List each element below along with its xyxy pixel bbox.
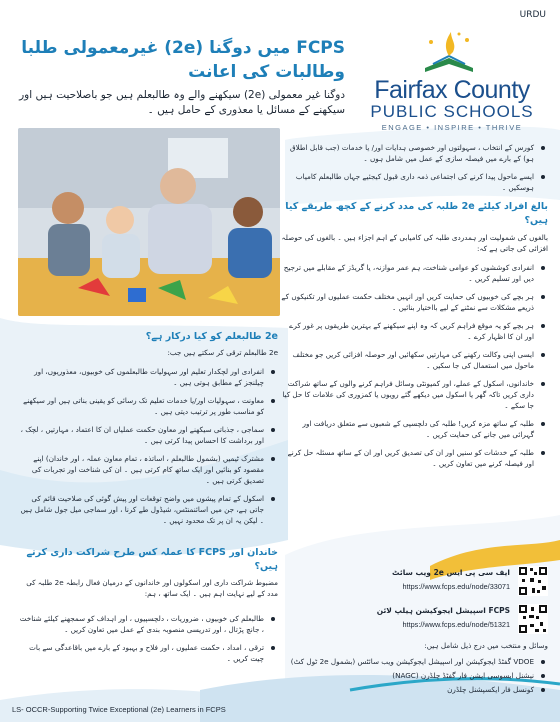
logo-subtitle: PUBLIC SCHOOLS — [370, 102, 534, 121]
list-item: خاندانوں، اسکول کے عملے، اور کمیونٹی وسائل فراہم کرنے والوں کے ساتھ شراکت داری کریں تاکہ گھر یا اسکول میں دیکھے گئے رویوں یا کمزوری کی علامات کا حل کیا جا سکے ۔ — [280, 378, 548, 411]
list-item: ہر بچے کی خوبیوں کی حمایت کریں اور انہیں مختلف حکمت عملیوں اور تکنیکوں کے ذریعے مشکلات سے نمٹنے کے لیے بااختیار بنائیں ۔ — [280, 291, 548, 313]
list-item: مشترک ٹیمیں (بشمول طالبعلم ، اساتذہ ، تمام معاون عملہ ، اور خاندان) اپنے مقصود کو بنائیں اور ایک ساتھ کام کرتی ہیں ۔ ان کی شناخت اور تجربات کی تصدیق کرتی ہیں ۔ — [16, 453, 278, 486]
list-item: طالبعلم کی خوبیوں ، ضروریات ، دلچسپیوں ، اور اہداف کو سمجھنے کیلئے شناخت ، جانچ پڑتال ، اور تدریسی منصوبہ بندی کے عمل میں تعاون کریں ۔ — [16, 613, 278, 635]
lamp-book-icon — [347, 28, 552, 78]
resources-section — [280, 566, 548, 640]
logo-name: Fairfax County — [374, 76, 530, 104]
qr-code-icon — [518, 604, 548, 634]
resource-item — [280, 566, 548, 602]
footer-text: LS- OCCR-Supporting Twice Exceptional (2e) Learners in FCPS — [12, 705, 226, 714]
more-intro: وسائل و منتخب میں درج ذیل شامل ہیں: — [424, 641, 548, 650]
language-label: URDU — [519, 10, 546, 20]
adults-intro: بالغوں کی شمولیت اور ہمدردی طلبہ کی کامیابی کے اہم اجزاء ہیں ۔ بالغوں کی حوصلہ افزائی کی جاتی ہے کہ: — [281, 233, 548, 253]
adults-section — [280, 200, 548, 476]
list-item: ایسی اپنی وکالت رکھنے کی مہارتیں سکھائیں اور حوصلہ افزائی کریں جو مختلف ماحول میں استعمال کی جا سکیں ۔ — [280, 349, 548, 371]
logo-tagline: ENGAGE • INSPIRE • THRIVE — [381, 123, 523, 132]
list-item: ترقی ، امداد ، حکمت عملیوں ، اور فلاح و بہبود کے بارے میں باقاعدگی سے بات چیت کریں ۔ — [16, 642, 278, 664]
resource-title: ایف سی پی ایس 2e ویب سائٹ — [391, 568, 510, 577]
resource-item — [280, 604, 548, 640]
partner-intro: مضبوط شراکت داری اور اسکولوں اور خاندانوں کے درمیان فعال رابطہ 2e طلبہ کی مدد کے لیے نہایت اہم ہیں ۔ ایک ساتھ ، ہم: — [26, 578, 278, 598]
needs-section — [16, 330, 278, 533]
needs-intro: 2e طالبعلم ترقی کر سکتے ہیں جب: — [167, 348, 278, 357]
partner-section — [16, 546, 278, 671]
needs-heading: 2e طالبعلم کو کیا درکار ہے؟ — [145, 331, 278, 342]
fcps-logo — [347, 28, 552, 138]
list-item: کورس کے انتخاب ، سہولتوں اور خصوصی ہدایات اور/ یا خدمات (جب قابل اطلاق ہو) کے بارے میں فیصلہ سازی کے عمل میں شامل ہوں ۔ — [280, 142, 548, 164]
list-item: معاونت ، سہولیات اور/یا خدمات تعلیم تک رسائی کو یقینی بناتی ہیں اور سیکھنے کو مناسب طور پر ترتیب دیتی ہیں ۔ — [16, 395, 278, 417]
list-item: ایسے ماحول پیدا کرنے کی اجتماعی ذمہ داری قبول کیجئیے جہاں طالبعلم کامیاب ہوسکیں ۔ — [280, 171, 548, 193]
page-title: FCPS میں دوگنا (2e) غیرمعمولی طلبا وطالبات کی اعانت — [21, 38, 345, 82]
list-item: سماجی ، جذباتی سیکھنے اور معاون حکمت عملیاں ان کا اعتماد ، مہارتیں ، لچک ، اور برداشت کا احساس پیدا کرتی ہیں ۔ — [16, 424, 278, 446]
adults-heading: بالغ افراد کیلئے 2e طلبہ کی مدد کرنے کے کچھ طریقے کیا ہیں؟ — [285, 201, 548, 226]
list-item: انفرادی اور لچکدار تعلیم اور سہولیات طالبعلموں کی خوبیوں، معذوریوں، اور چیلنجز کے مطابق ہوتی ہیں ۔ — [16, 366, 278, 388]
right-top-block — [280, 142, 548, 200]
qr-code-icon — [518, 566, 548, 596]
list-item: انفرادی کوششوں کو عوامی شناخت، ہم عمر موازنہ، یا گریڈز کے مقابلے میں ترجیح دیں اور تسلیم کریں ۔ — [280, 262, 548, 284]
intro-paragraph: دوگنا غیر معمولی (2e) سیکھنے والے وہ طالبعلم ہیں جو باصلاحیت ہیں اور سیکھنے کے مسائل یا معذوری کے حامل ہیں ۔ — [19, 89, 345, 116]
list-item: VDOE گفٹڈ ایجوکیشن اور اسپیشل ایجوکیشن ویب سائٹس (بشمول 2e ٹول کٹ) — [280, 656, 548, 667]
resource-title: FCPS اسپیشل ایجوکیشن ہیلپ لائن — [376, 606, 510, 615]
resource-link[interactable]: https://www.fcps.edu/node/51321 — [402, 620, 510, 629]
partner-heading: خاندان اور FCPS کا عملہ کس طرح شراکت داری کرتے ہیں؟ — [26, 547, 278, 572]
more-resources — [280, 640, 548, 698]
list-item: نیشنل ایسوسی ایشن فار گفٹڈ چلڈرن (NAGC) — [280, 670, 548, 681]
classroom-photo — [18, 128, 280, 316]
list-item: ہر بچے کو یہ موقع فراہم کریں کہ وہ اپنے سیکھنے کے بہترین طریقوں پر غور کرے اور ان کا اظہار کرے ۔ — [280, 320, 548, 342]
list-item: کونسل فار ایکسپشنل چلڈرن — [280, 684, 548, 695]
resource-link[interactable]: https://www.fcps.edu/node/33071 — [402, 582, 510, 591]
list-item: طلبہ کے ساتھ مزہ کریں! طلبہ کی دلچسپی کے شعبوں سے متعلق دریافت اور گہرائی میں جانے کی حمایت کریں ۔ — [280, 418, 548, 440]
list-item: طلبہ کے خدشات کو سنیں اور ان کی تصدیق کریں اور ان کے ساتھ مسئلہ حل کرنے اور فیصلہ کرنے میں تعاون کریں ۔ — [280, 447, 548, 469]
list-item: اسکول کے تمام پیشوں میں واضح توقعات اور پیش گوئی کی صلاحیت قائم کی جاتی ہے، جن میں اسائنمنٹس، شیڈول طے کرنا ، اور سماجی میل جول شامل ہیں ۔ لیکن یہ ان پر تک محدود نہیں ۔ — [16, 493, 278, 526]
